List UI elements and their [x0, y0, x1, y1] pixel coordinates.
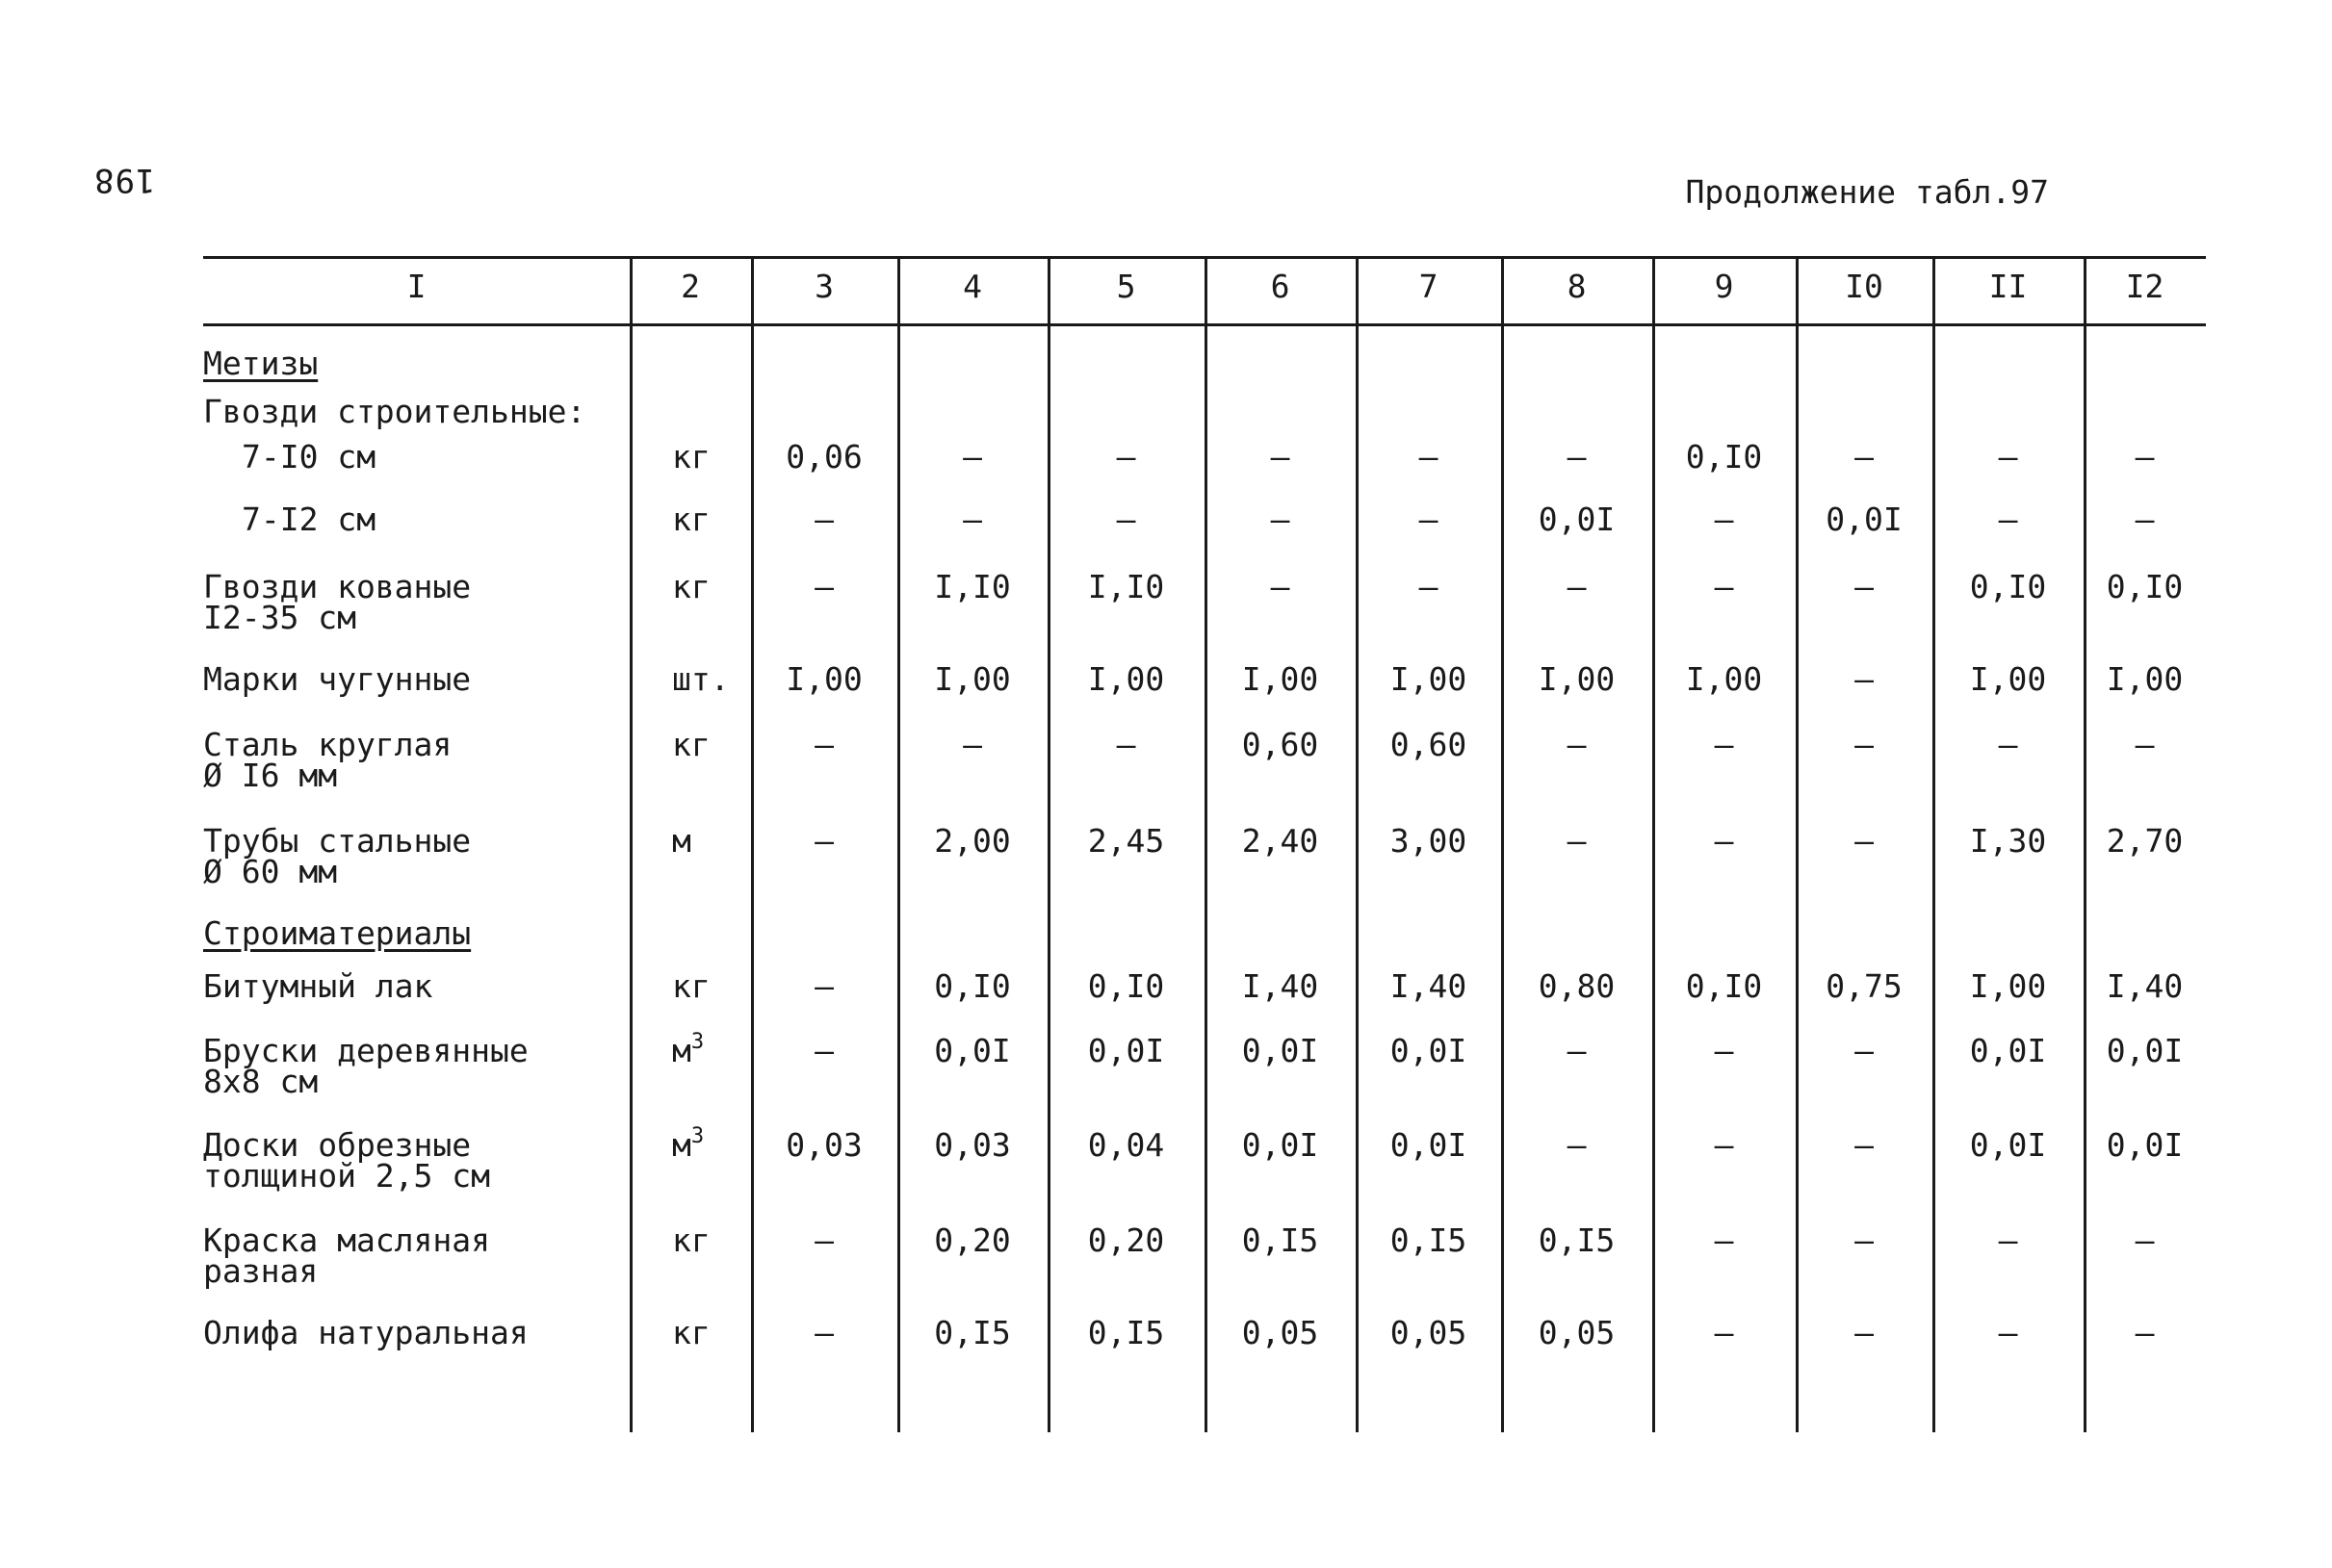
unit-cell: [672, 1030, 705, 1069]
unit-superscript: 3: [690, 1124, 705, 1148]
unit-cell: [672, 1124, 705, 1164]
value-cell: –: [1854, 1032, 1874, 1069]
unit-text: м: [672, 822, 691, 860]
value-cell: –: [2135, 438, 2155, 476]
value-cell: 0,I5: [1087, 1314, 1165, 1351]
unit-text: м: [672, 1126, 691, 1164]
unit-text: кг: [672, 501, 711, 538]
unit-cell: [672, 438, 711, 476]
value-cell: 0,0I: [2106, 1032, 2184, 1069]
unit-cell: [672, 967, 711, 1005]
value-cell: 0,0I: [2106, 1126, 2184, 1164]
value-cell: –: [815, 568, 834, 605]
value-cell: –: [815, 1032, 834, 1069]
value-cell: –: [963, 438, 982, 476]
unit-text: кг: [672, 1314, 711, 1351]
column-divider: [630, 256, 633, 1432]
value-cell: 0,I0: [1685, 438, 1763, 476]
value-cell: –: [1418, 438, 1438, 476]
value-cell: I,00: [1685, 660, 1763, 698]
value-cell: I,40: [1389, 967, 1467, 1005]
value-cell: –: [815, 822, 834, 860]
value-cell: –: [815, 1314, 834, 1351]
row-label: Сталь круглая: [203, 726, 453, 763]
norms-table: [203, 256, 2206, 1432]
value-cell: 0,04: [1087, 1126, 1165, 1164]
value-cell: –: [1270, 568, 1290, 605]
value-cell: –: [1418, 568, 1438, 605]
value-cell: –: [2135, 501, 2155, 538]
value-cell: 0,0I: [1241, 1126, 1319, 1164]
column-header: II: [1988, 268, 2028, 305]
column-header: I: [406, 268, 427, 305]
value-cell: 0,0I: [1389, 1032, 1467, 1069]
value-cell: 0,0I: [1538, 501, 1616, 538]
value-cell: –: [1854, 822, 1874, 860]
row-label: 8х8 см: [203, 1063, 319, 1100]
column-header: I2: [2125, 268, 2164, 305]
value-cell: 0,I0: [934, 967, 1011, 1005]
unit-text: кг: [672, 967, 711, 1005]
value-cell: –: [1567, 822, 1587, 860]
unit-cell: [672, 1221, 711, 1259]
value-cell: 0,60: [1389, 726, 1467, 763]
unit-text: кг: [672, 1221, 711, 1259]
value-cell: 0,75: [1826, 967, 1903, 1005]
row-label: Ø I6 мм: [203, 757, 338, 794]
row-label: Доски обрезные: [203, 1126, 472, 1164]
value-cell: 0,I0: [1087, 967, 1165, 1005]
row-label: Бруски деревянные: [203, 1032, 529, 1069]
unit-text: кг: [672, 568, 711, 605]
value-cell: 0,20: [1087, 1221, 1165, 1259]
row-label: толщиной 2,5 см: [203, 1157, 491, 1195]
column-header: 8: [1567, 268, 1587, 305]
value-cell: –: [1714, 1032, 1734, 1069]
value-cell: 0,0I: [1087, 1032, 1165, 1069]
value-cell: 3,00: [1389, 822, 1467, 860]
value-cell: 0,03: [786, 1126, 863, 1164]
row-label: Ø 60 мм: [203, 853, 338, 890]
row-label: 7-I2 см: [242, 501, 376, 538]
value-cell: I,00: [934, 660, 1011, 698]
value-cell: –: [1567, 568, 1587, 605]
value-cell: I,I0: [934, 568, 1011, 605]
value-cell: I,00: [1538, 660, 1616, 698]
value-cell: –: [1567, 726, 1587, 763]
unit-text: м: [672, 1032, 691, 1069]
value-cell: –: [815, 726, 834, 763]
value-cell: I,00: [1969, 660, 2047, 698]
unit-text: шт.: [672, 660, 730, 698]
value-cell: –: [1854, 1221, 1874, 1259]
value-cell: –: [1567, 1032, 1587, 1069]
value-cell: 0,05: [1538, 1314, 1616, 1351]
value-cell: –: [1854, 568, 1874, 605]
group-label: Гвозди строительные:: [203, 393, 586, 430]
value-cell: 0,0I: [1389, 1126, 1467, 1164]
unit-cell: [672, 822, 691, 860]
column-header: 4: [963, 268, 982, 305]
row-label: Краска масляная: [203, 1221, 491, 1259]
value-cell: I,00: [2106, 660, 2184, 698]
value-cell: 0,80: [1538, 967, 1616, 1005]
section-heading: Метизы: [203, 345, 319, 382]
value-cell: 0,I5: [1538, 1221, 1616, 1259]
column-header: 6: [1270, 268, 1290, 305]
value-cell: 0,0I: [1241, 1032, 1319, 1069]
value-cell: I,30: [1969, 822, 2047, 860]
value-cell: 0,0I: [1969, 1126, 2047, 1164]
value-cell: 2,45: [1087, 822, 1165, 860]
row-label: Битумный лак: [203, 967, 433, 1005]
value-cell: –: [963, 726, 982, 763]
value-cell: –: [1116, 501, 1136, 538]
value-cell: 0,0I: [1969, 1032, 2047, 1069]
column-header: 9: [1714, 268, 1734, 305]
column-header: 3: [815, 268, 834, 305]
column-header: 5: [1116, 268, 1136, 305]
value-cell: –: [1714, 1314, 1734, 1351]
value-cell: 2,70: [2106, 822, 2184, 860]
value-cell: –: [2135, 1221, 2155, 1259]
row-label: Гвозди кованые: [203, 568, 472, 605]
row-label: I2-35 см: [203, 599, 356, 636]
value-cell: I,00: [786, 660, 863, 698]
value-cell: –: [1998, 726, 2018, 763]
unit-cell: [672, 726, 711, 763]
value-cell: I,I0: [1087, 568, 1165, 605]
value-cell: –: [1567, 1126, 1587, 1164]
value-cell: –: [1714, 822, 1734, 860]
value-cell: –: [2135, 1314, 2155, 1351]
value-cell: –: [1714, 1126, 1734, 1164]
value-cell: –: [815, 501, 834, 538]
value-cell: 0,I5: [934, 1314, 1011, 1351]
value-cell: –: [1116, 726, 1136, 763]
unit-text: кг: [672, 438, 711, 476]
table-caption: Продолжение табл.97: [1685, 173, 2049, 211]
value-cell: –: [1854, 438, 1874, 476]
value-cell: –: [1854, 1314, 1874, 1351]
value-cell: I,00: [1969, 967, 2047, 1005]
value-cell: 2,00: [934, 822, 1011, 860]
unit-text: кг: [672, 726, 711, 763]
value-cell: 0,I5: [1389, 1221, 1467, 1259]
value-cell: –: [1714, 726, 1734, 763]
value-cell: –: [1854, 726, 1874, 763]
unit-cell: [672, 568, 711, 605]
value-cell: I,00: [1389, 660, 1467, 698]
unit-cell: [672, 660, 730, 698]
value-cell: –: [1998, 1314, 2018, 1351]
value-cell: 0,05: [1389, 1314, 1467, 1351]
row-label: 7-I0 см: [242, 438, 376, 476]
unit-cell: [672, 501, 711, 538]
value-cell: I,00: [1241, 660, 1319, 698]
section-heading: Строиматериалы: [203, 914, 472, 952]
value-cell: –: [1998, 501, 2018, 538]
value-cell: –: [1998, 438, 2018, 476]
value-cell: I,40: [2106, 967, 2184, 1005]
value-cell: –: [963, 501, 982, 538]
value-cell: 0,20: [934, 1221, 1011, 1259]
value-cell: 0,60: [1241, 726, 1319, 763]
row-label: Марки чугунные: [203, 660, 472, 698]
column-header: I0: [1845, 268, 1883, 305]
value-cell: 2,40: [1241, 822, 1319, 860]
row-label: Трубы стальные: [203, 822, 472, 860]
value-cell: –: [1998, 1221, 2018, 1259]
column-header: 2: [681, 268, 700, 305]
value-cell: –: [2135, 726, 2155, 763]
unit-cell: [672, 1314, 711, 1351]
value-cell: I,40: [1241, 967, 1319, 1005]
value-cell: –: [1418, 501, 1438, 538]
value-cell: 0,I0: [1685, 967, 1763, 1005]
value-cell: 0,03: [934, 1126, 1011, 1164]
value-cell: –: [815, 1221, 834, 1259]
value-cell: –: [1270, 438, 1290, 476]
value-cell: –: [1714, 501, 1734, 538]
page-number: 198: [92, 161, 156, 199]
value-cell: –: [815, 967, 834, 1005]
value-cell: 0,0I: [934, 1032, 1011, 1069]
value-cell: 0,06: [786, 438, 863, 476]
column-header: 7: [1418, 268, 1438, 305]
value-cell: 0,I0: [2106, 568, 2184, 605]
value-cell: –: [1116, 438, 1136, 476]
unit-superscript: 3: [690, 1030, 705, 1054]
value-cell: 0,I5: [1241, 1221, 1319, 1259]
row-label: разная: [203, 1252, 319, 1290]
value-cell: –: [1714, 568, 1734, 605]
value-cell: 0,I0: [1969, 568, 2047, 605]
value-cell: 0,0I: [1826, 501, 1903, 538]
value-cell: –: [1854, 660, 1874, 698]
value-cell: –: [1854, 1126, 1874, 1164]
row-label: Олифа натуральная: [203, 1314, 529, 1351]
value-cell: I,00: [1087, 660, 1165, 698]
value-cell: –: [1270, 501, 1290, 538]
value-cell: –: [1714, 1221, 1734, 1259]
value-cell: 0,05: [1241, 1314, 1319, 1351]
value-cell: –: [1567, 438, 1587, 476]
